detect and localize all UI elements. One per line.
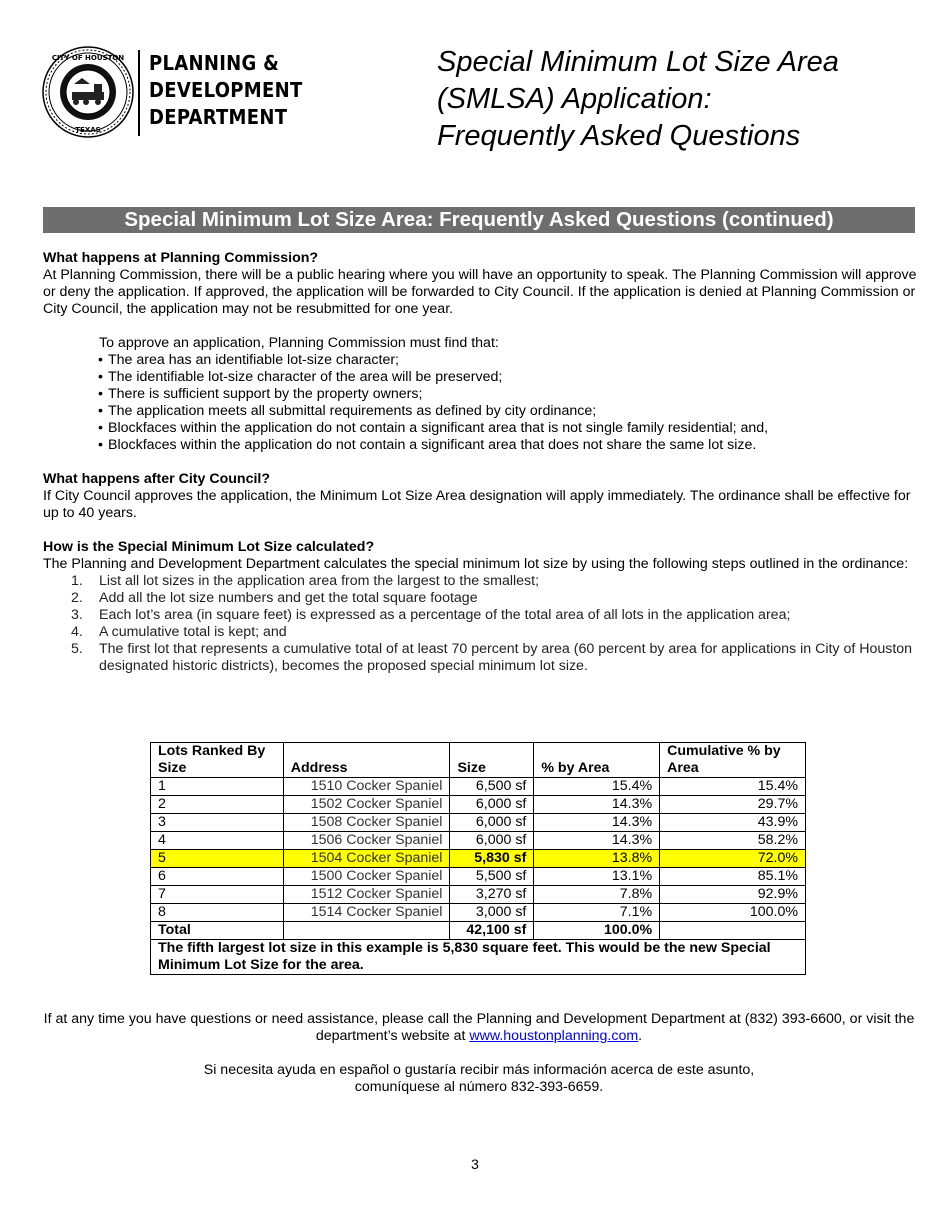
header-cumulative: Cumulative % by Area (660, 743, 806, 778)
table-row: 4 1506 Cocker Spaniel 6,000 sf 14.3% 58.2% (151, 832, 806, 850)
table-row: 2 1502 Cocker Spaniel 6,000 sf 14.3% 29.7% (151, 796, 806, 814)
criteria-item: • The application meets all submittal requirements as defined by city ordinance; (98, 403, 918, 420)
table-note-row (151, 940, 806, 975)
city-seal-logo (42, 46, 134, 138)
step-item: 1. List all lot sizes in the application area from the largest to the smallest; (71, 573, 540, 589)
criteria-item: • The identifiable lot-size character of the area will be preserved; (98, 369, 918, 386)
step-item: 3. Each lot’s area (in square feet) is expressed as a percentage of the total area of all lots in the application area; (71, 607, 791, 623)
question-calculation: How is the Special Minimum Lot Size calculated? (43, 539, 375, 555)
title-line: (SMLSA) Application: (437, 83, 712, 115)
calculation-steps (43, 573, 918, 675)
answer-planning-commission: At Planning Commission, there will be a public hearing where you will have an opportunity to speak. The Planning Commission will approve or deny the application. If approved, the application will be forwarded to City Council. If the application is denied at Planning Commission or City Council, the application may not be resubmitted for one year. (43, 267, 917, 317)
faq-content (43, 250, 918, 675)
criteria-item: • Blockfaces within the application do not contain a significant area that does not share the same lot size. (98, 437, 758, 454)
table-row: 7 1512 Cocker Spaniel 3,270 sf 7.8% 92.9% (151, 886, 806, 904)
header-pct: % by Area (534, 743, 660, 778)
header-size: Size (450, 743, 534, 778)
department-line: PLANNING & (149, 51, 280, 75)
title-line: Special Minimum Lot Size Area (437, 46, 839, 78)
spanish-help-paragraph: Si necesita ayuda en español o gustaría recibir más información acerca de este asunto, comuníquese al número 832-393-6659. (203, 1062, 755, 1095)
question-city-council: What happens after City Council? (43, 471, 271, 487)
table-row-highlighted: 5 1504 Cocker Spaniel 5,830 sf 13.8% 72.0% (151, 850, 806, 868)
criteria-list (98, 352, 918, 454)
section-banner: Special Minimum Lot Size Area: Frequently Asked Questions (continued) (43, 207, 915, 233)
department-line: DEPARTMENT (149, 105, 288, 129)
page-number: 3 (471, 1157, 479, 1173)
total-size: 42,100 sf (450, 922, 534, 940)
table-row: 6 1500 Cocker Spaniel 5,500 sf 13.1% 85.1% (151, 868, 806, 886)
help-text (43, 1011, 915, 1096)
step-item: 2. Add all the lot size numbers and get the total square footage (71, 590, 478, 606)
table-header-row (151, 743, 806, 778)
help-paragraph: If at any time you have questions or need assistance, please call the Planning and Development Department at (832) 393-6600, or visit the department’s website at www.houstonplanning.com. (43, 1011, 915, 1044)
website-link[interactable]: www.houstonplanning.com (469, 1028, 639, 1044)
total-pct: 100.0% (534, 922, 660, 940)
lot-size-table (150, 742, 806, 975)
document-title (437, 44, 917, 155)
table-total-row (151, 922, 806, 940)
header-address: Address (283, 743, 450, 778)
table-row: 1 1510 Cocker Spaniel 6,500 sf 15.4% 15.4% (151, 778, 806, 796)
criteria-item: • The area has an identifiable lot-size character; (98, 352, 918, 369)
criteria-item: • There is sufficient support by the property owners; (98, 386, 918, 403)
table-row: 3 1508 Cocker Spaniel 6,000 sf 14.3% 43.9% (151, 814, 806, 832)
answer-city-council: If City Council approves the application, the Minimum Lot Size Area designation will apply immediately. The ordinance shall be effective for up to 40 years. (43, 488, 911, 521)
total-label: Total (151, 922, 284, 940)
step-item: 4. A cumulative total is kept; and (71, 624, 287, 640)
question-planning-commission: What happens at Planning Commission? (43, 250, 319, 266)
svg-text:CITY OF HOUSTON: CITY OF HOUSTON (51, 54, 125, 62)
table-row: 8 1514 Cocker Spaniel 3,000 sf 7.1% 100.0% (151, 904, 806, 922)
criteria-item: • Blockfaces within the application do not contain a significant area that is not single family residential; and, (98, 420, 773, 437)
department-line: DEVELOPMENT (149, 78, 303, 102)
department-name (138, 50, 303, 136)
svg-text:TEXAS: TEXAS (75, 126, 101, 134)
step-item: 5. The first lot that represents a cumulative total of at least 70 percent by area (60 percent by area for applications in City of Houston designated historic districts), becomes the proposed special minimum lot size. (71, 641, 913, 674)
answer-calculation: The Planning and Development Department calculates the special minimum lot size by using the following steps outlined in the ordinance: (43, 556, 909, 572)
table-note: The fifth largest lot size in this example is 5,830 square feet. This would be the new Special Minimum Lot Size for the area. (151, 940, 806, 975)
header-rank: Lots Ranked By Size (151, 743, 284, 778)
criteria-intro: To approve an application, Planning Commission must find that: (99, 335, 499, 351)
title-line: Frequently Asked Questions (437, 120, 801, 152)
